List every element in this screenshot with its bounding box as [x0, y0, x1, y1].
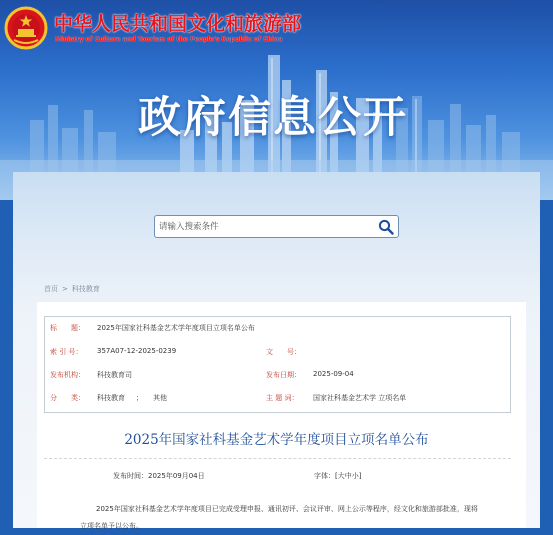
meta-row-category — [45, 393, 510, 417]
meta-index-label: 索 引 号： — [50, 348, 83, 356]
meta-date-value: 2025-09-04 — [313, 370, 354, 378]
meta-index-value: 357A07-12-2025-0239 — [97, 347, 177, 355]
breadcrumb-separator: > — [62, 285, 68, 293]
search-box — [154, 215, 399, 238]
meta-issuer-label: 发布机构： — [50, 371, 85, 379]
font-size-label: 字体：[ — [314, 472, 338, 480]
meta-subject-value: 国家社科基金艺术学 立项名单 — [313, 394, 407, 402]
meta-date-label: 发布日期： — [266, 371, 301, 379]
font-size-small-button[interactable]: 小 — [351, 472, 359, 480]
meta-doc-label: 文 号： — [266, 348, 301, 356]
breadcrumb-home-link[interactable]: 首页 — [44, 285, 58, 293]
meta-info-table — [44, 316, 511, 413]
meta-title-value: 2025年国家社科基金艺术学年度项目立项名单公布 — [97, 324, 255, 332]
meta-subject-label: 主 题 词： — [266, 394, 299, 402]
article-paragraph: 2025年国家社科基金艺术学年度项目已完成受理申报、通讯初评、会议评审、网上公示等程序，经文化和旅游部批准，现将立项名单予以公布。 — [80, 505, 478, 530]
meta-category-value-2: 其他 — [153, 394, 167, 402]
national-emblem-icon — [4, 6, 48, 50]
meta-category-value-1: 科技教育 — [97, 394, 125, 402]
search-icon[interactable] — [378, 219, 394, 235]
breadcrumb-current-link[interactable]: 科技教育 — [71, 285, 100, 293]
header-banner — [0, 0, 553, 200]
site-subtitle: Ministry of Culture and Tourism of the People's Republic of China — [55, 36, 283, 43]
article-info-bar — [44, 458, 511, 485]
banner-title: 政府信息公开 — [138, 93, 408, 143]
font-size-switcher — [314, 471, 361, 481]
article-title: 2025年国家社科基金艺术学年度项目立项名单公布 — [124, 432, 429, 448]
font-size-medium-button[interactable]: 中 — [344, 472, 352, 480]
meta-title-label: 标 题： — [50, 324, 85, 332]
font-size-large-button[interactable]: 大 — [337, 472, 345, 480]
meta-category-label: 分 类： — [50, 394, 85, 402]
breadcrumb — [44, 284, 104, 294]
search-input[interactable] — [159, 219, 369, 235]
meta-row-index — [45, 347, 510, 371]
font-size-end: ] — [358, 472, 362, 480]
meta-category-separator: ； — [136, 394, 143, 402]
meta-row-issuer — [45, 370, 510, 394]
site-title[interactable]: 中华人民共和国文化和旅游部 — [54, 13, 302, 35]
meta-issuer-value: 科技教育司 — [97, 371, 132, 379]
meta-row-title — [45, 323, 510, 347]
publish-time: 发布时间：2025年09月04日 — [113, 472, 205, 480]
